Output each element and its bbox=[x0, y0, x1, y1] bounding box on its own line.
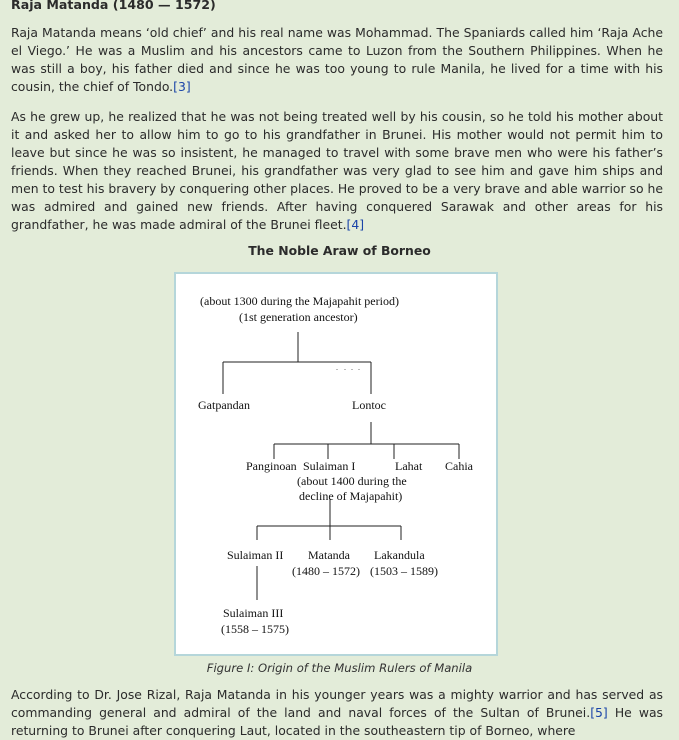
paragraph-1-text: Raja Matanda means ‘old chief’ and his real name was Mohammad. The Spaniards called him ‘Raja Ache el Viego.’ He was a Muslim and his ancestors came to Luzon from the Southern Philippines. When he was still a boy, his father died and since he was too young to rule Manila, he lived for a time with his cousin, the chief of Tondo. bbox=[11, 25, 663, 94]
reference-link-4[interactable]: [4] bbox=[346, 217, 365, 232]
tree-root-line2: (1st generation ancestor) bbox=[239, 310, 358, 324]
tree-note-sulaiman-1-line2: decline of Majapahit) bbox=[299, 489, 403, 503]
paragraph-3-text: According to Dr. Jose Rizal, Raja Matanda in his younger years was a mighty warrior and has served as commanding general and admiral of the land and naval forces of the Sultan of Brunei. bbox=[11, 687, 663, 720]
reference-link-3[interactable]: [3] bbox=[173, 79, 191, 94]
paragraph-3 bbox=[11, 686, 663, 740]
tree-node-lontoc: Lontoc bbox=[352, 398, 386, 412]
paragraph-1 bbox=[11, 24, 663, 96]
paragraph-3-text-continued: He was returning to Brunei after conquering Laut, located in the southeastern tip of Borneo, where bbox=[11, 705, 664, 738]
tree-node-panginoan: Panginoan bbox=[246, 459, 297, 473]
tree-node-gatpandan: Gatpandan bbox=[198, 398, 250, 412]
tree-node-cahia: Cahia bbox=[445, 459, 473, 473]
tree-years-sulaiman-3: (1558 – 1575) bbox=[221, 622, 289, 636]
tree-root-line1: (about 1300 during the Majapahit period) bbox=[200, 294, 399, 308]
tree-node-sulaiman-3: Sulaiman III bbox=[223, 606, 284, 620]
tree-node-lakandula: Lakandula bbox=[374, 548, 425, 562]
figure-caption: Figure I: Origin of the Muslim Rulers of Manila bbox=[206, 661, 473, 675]
tree-node-sulaiman-2: Sulaiman II bbox=[227, 548, 284, 562]
paragraph-2 bbox=[11, 108, 663, 234]
section-heading: Raja Matanda (1480 — 1572) bbox=[11, 0, 216, 12]
tree-years-lakandula: (1503 – 1589) bbox=[370, 564, 438, 578]
scan-speckles bbox=[336, 369, 360, 370]
tree-node-lahat: Lahat bbox=[395, 459, 423, 473]
tree-note-sulaiman-1-line1: (about 1400 during the bbox=[297, 474, 407, 488]
family-tree-diagram bbox=[176, 274, 496, 654]
family-tree-figure bbox=[174, 272, 498, 656]
tree-node-matanda: Matanda bbox=[308, 548, 350, 562]
figure-title: The Noble Araw of Borneo bbox=[248, 243, 431, 258]
tree-node-sulaiman-1: Sulaiman I bbox=[303, 459, 356, 473]
paragraph-2-text: As he grew up, he realized that he was not being treated well by his cousin, so he told his mother about it and asked her to allow him to go to his grandfather in Brunei. His mother would not permit him to leave but since he was so insistent, he managed to travel with some brave men who were his father’s friends. When they reached Brunei, his grandfather was very glad to see him and gave him ships and men to test his bravery by conquering other places. He proved to be a very brave and able warrior so he was admired and gained new friends. After having conquered Sarawak and other areas for his grandfather, he was made admiral of the Brunei fleet. bbox=[11, 109, 663, 232]
reference-link-5[interactable]: [5] bbox=[590, 705, 608, 720]
tree-years-matanda: (1480 – 1572) bbox=[292, 564, 360, 578]
